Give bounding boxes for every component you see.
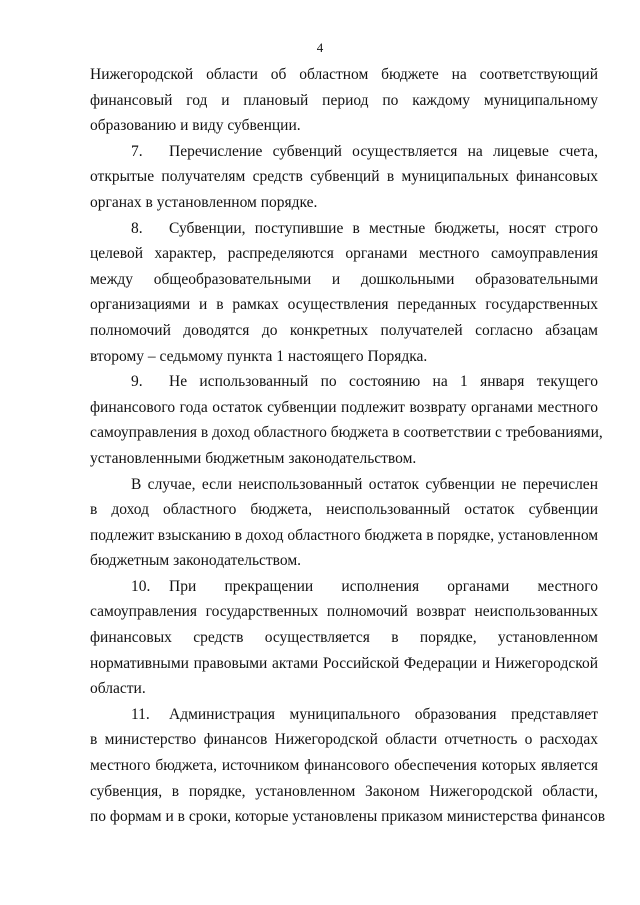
- paragraph-unnumbered: [90, 472, 598, 574]
- text-line: самоуправления в доход областного бюджета в соответствии с требованиями,: [90, 424, 603, 442]
- item-text: Не использованный по состоянию на 1 января текущего: [169, 373, 598, 391]
- text-line: органах в установленном порядке.: [90, 193, 318, 211]
- text-line: [90, 369, 598, 395]
- text-line: открытые получателям средств субвенций в муниципальных финансовых: [90, 168, 598, 186]
- text-line: полномочий доводятся до конкретных получателей согласно абзацам: [90, 321, 598, 339]
- text-line: между общеобразовательными и дошкольными образовательными: [90, 270, 598, 288]
- text-line: области.: [90, 680, 146, 698]
- item-text: Администрация муниципального образования представляет: [169, 705, 598, 723]
- text-line: [90, 574, 598, 600]
- paragraph-continuation: [90, 62, 598, 139]
- paragraph-item-10: [90, 574, 598, 702]
- paragraph-item-9: [90, 369, 603, 471]
- text-line: В случае, если неиспользованный остаток субвенции не перечислен: [131, 475, 598, 493]
- text-line: финансовых средств осуществляется в порядке, установленном: [90, 629, 598, 647]
- text-line: финансового года остаток субвенции подлежит возврату органами местного: [90, 398, 598, 416]
- text-line: бюджетным законодательством.: [90, 552, 302, 570]
- item-number: 9.: [131, 373, 143, 391]
- text-line: установленными бюджетным законодательством.: [90, 449, 417, 467]
- document-body: [90, 62, 606, 830]
- item-text: При прекращении исполнения органами местного: [169, 577, 598, 595]
- paragraph-item-11: [90, 702, 606, 830]
- item-number: 10.: [131, 577, 151, 595]
- text-line: самоуправления государственных полномочий возврат неиспользованных: [90, 603, 598, 621]
- text-line: второму – седьмому пункта 1 настоящего Порядка.: [90, 347, 428, 365]
- text-line: [90, 216, 598, 242]
- paragraph-item-7: [90, 139, 598, 216]
- text-line: образованию и виду субвенции.: [90, 117, 301, 135]
- text-line: организациями и в рамках осуществления переданных государственных: [90, 296, 598, 314]
- paragraph-item-8: [90, 216, 598, 370]
- text-line: подлежит взысканию в доход областного бюджета в порядке, установленном: [90, 526, 599, 544]
- item-number: 7.: [131, 142, 143, 160]
- text-line: Нижегородской области об областном бюджете на соответствующий: [90, 66, 598, 83]
- text-line: целевой характер, распределяются органами местного самоуправления: [90, 245, 598, 263]
- text-line: финансовый год и плановый период по каждому муниципальному: [90, 91, 598, 109]
- text-line: местного бюджета, источником финансового обеспечения которых является: [90, 757, 598, 775]
- text-line: в доход областного бюджета, неиспользованный остаток субвенции: [90, 501, 598, 519]
- item-text: Перечисление субвенций осуществляется на лицевые счета,: [169, 142, 598, 160]
- item-text: Субвенции, поступившие в местные бюджеты, носят строго: [169, 219, 598, 237]
- text-line: субвенция, в порядке, установленном Законом Нижегородской области,: [90, 782, 598, 800]
- item-number: 11.: [131, 705, 150, 723]
- page-number: 4: [316, 40, 324, 55]
- text-line: по формам и в сроки, которые установлены приказом министерства финансов: [90, 808, 606, 826]
- text-line: в министерство финансов Нижегородской области отчетность о расходах: [90, 731, 598, 749]
- text-line: [90, 139, 598, 165]
- text-line: [90, 702, 598, 728]
- text-line: нормативными правовыми актами Российской Федерации и Нижегородской: [90, 654, 598, 672]
- item-number: 8.: [131, 219, 143, 237]
